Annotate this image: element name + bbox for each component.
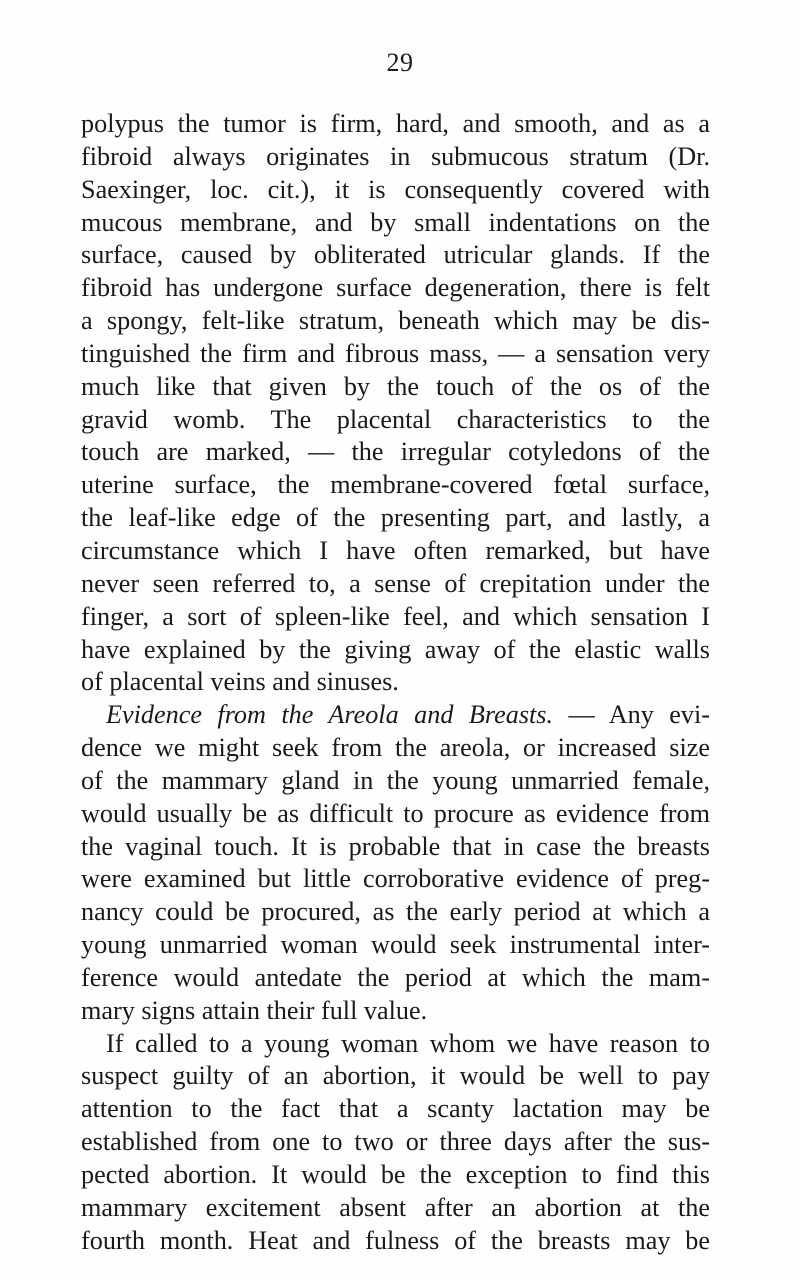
text-line: mary signs attain their full value.	[81, 995, 428, 1025]
text-line: circumstance which I have often remarked, but have	[81, 535, 710, 565]
text-line: would usually be as difficult to procure as evidence from	[81, 798, 710, 828]
text-line: mammary excitement absent after an abortion at the	[81, 1192, 710, 1222]
text-line: touch are marked, — the irregular cotyledons of the	[81, 437, 710, 467]
text-line: mucous membrane, and by small indentations on the	[81, 207, 710, 237]
text-line: suspect guilty of an abortion, it would be well to pay	[81, 1061, 710, 1091]
text-line: attention to the fact that a scanty lactation may be	[81, 1094, 710, 1124]
text-line: surface, caused by obliterated utricular glands. If the	[81, 240, 710, 270]
text-line: have explained by the giving away of the elastic walls	[81, 634, 710, 664]
text-line: never seen referred to, a sense of crepitation under the	[81, 568, 710, 598]
text-line: established from one to two or three days after the sus-	[81, 1127, 710, 1157]
section-heading-line	[81, 699, 710, 732]
text-line: a spongy, felt-like stratum, beneath which may be dis-	[81, 306, 710, 336]
text-line: nancy could be procured, as the early period at which a	[81, 897, 710, 927]
text-line: Saexinger, loc. cit.), it is consequently covered with	[81, 174, 710, 204]
text-line: were examined but little corroborative evidence of preg-	[81, 864, 710, 894]
text-line: ference would antedate the period at which the mam-	[81, 962, 710, 992]
body-text	[81, 108, 710, 1258]
text-line: of placental veins and sinuses.	[81, 667, 399, 697]
section-heading: Evidence from the Areola and Breasts.	[106, 700, 554, 730]
text-line: the leaf-like edge of the presenting part, and lastly, a	[81, 503, 710, 533]
page-number: 29	[386, 48, 414, 77]
text-line: pected abortion. It would be the exception to find this	[81, 1160, 710, 1189]
text-line: much like that given by the touch of the os of the	[81, 371, 710, 401]
text-line: If called to a young woman whom we have reason to	[106, 1028, 710, 1058]
text-line: fibroid has undergone surface degeneration, there is felt	[81, 273, 710, 303]
text-line: of the mammary gland in the young unmarried female,	[81, 765, 710, 795]
text-line: polypus the tumor is firm, hard, and smooth, and as a	[81, 109, 710, 138]
text-line: tinguished the firm and fibrous mass, — a sensation very	[81, 338, 710, 368]
section-heading-continuation: — Any evi-	[553, 700, 710, 730]
text-line: fourth month. Heat and fulness of the breasts may be	[81, 1225, 710, 1255]
text-line: the vaginal touch. It is probable that in case the breasts	[81, 831, 710, 861]
text-line: finger, a sort of spleen-like feel, and which sensation I	[81, 601, 710, 631]
text-line: young unmarried woman would seek instrumental inter-	[81, 930, 710, 960]
text-line: uterine surface, the membrane-covered fœtal surface,	[81, 470, 710, 500]
text-line: fibroid always originates in submucous stratum (Dr.	[81, 141, 710, 171]
text-line: dence we might seek from the areola, or increased size	[81, 733, 710, 763]
text-line: gravid womb. The placental characteristics to the	[81, 404, 710, 434]
